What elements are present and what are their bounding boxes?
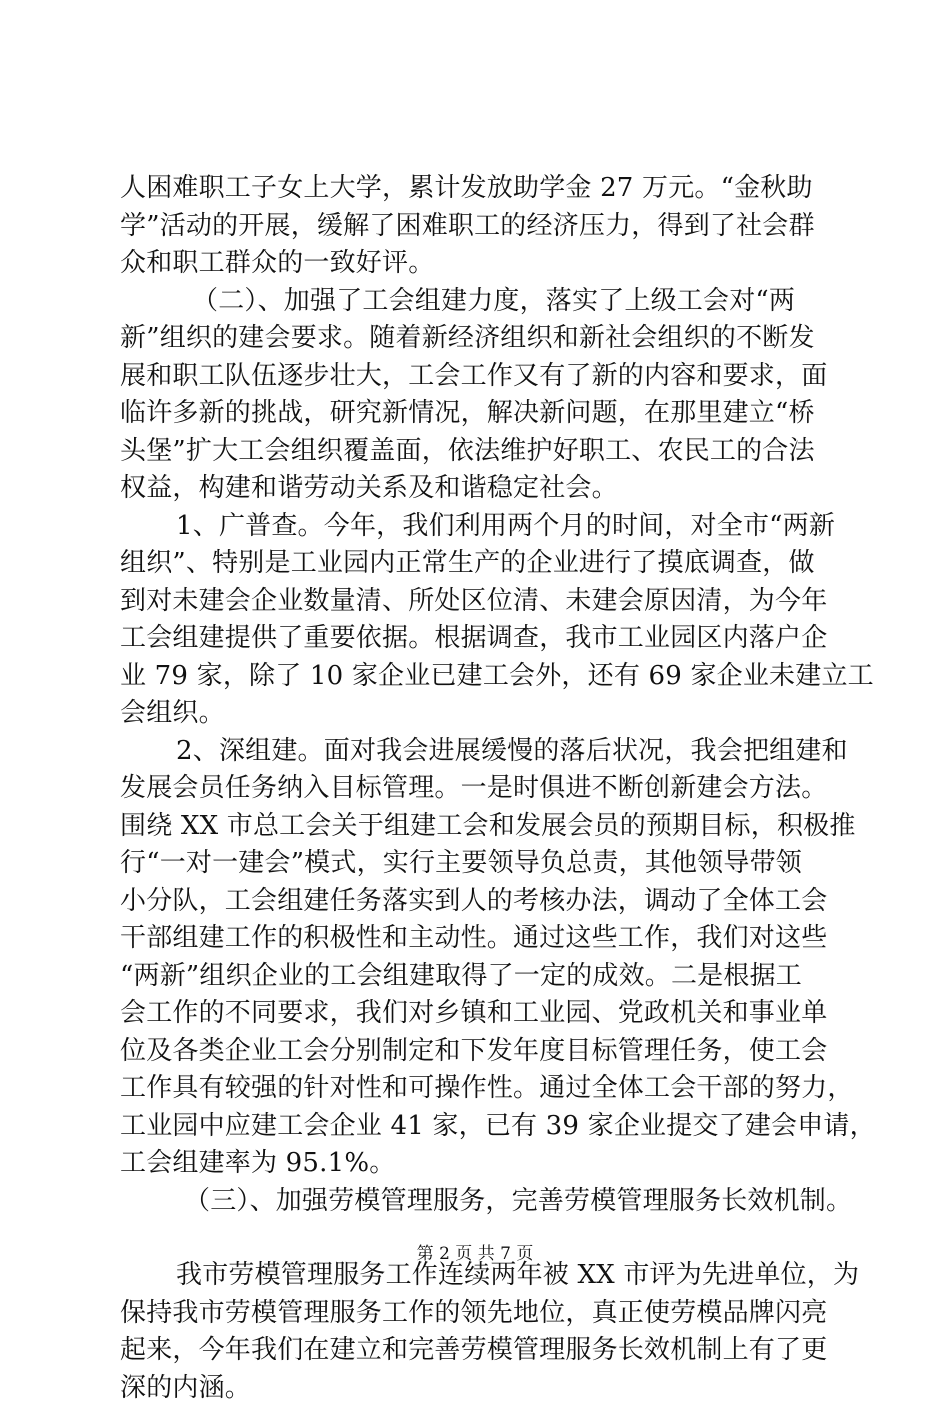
text-line: 深的内涵。 xyxy=(120,1370,840,1407)
text-line: 小分队，工会组建任务落实到人的考核办法，调动了全体工会 xyxy=(120,883,840,921)
text-line: “两新”组织企业的工会组建取得了一定的成效。二是根据工 xyxy=(120,958,840,996)
text-line: 起来，今年我们在建立和完善劳模管理服务长效机制上有了更 xyxy=(120,1332,840,1370)
text-line: 会工作的不同要求，我们对乡镇和工业园、党政机关和事业单 xyxy=(120,995,840,1033)
item-heading-1: 1、广普查。今年，我们利用两个月的时间，对全市“两新 xyxy=(120,508,840,546)
text-line: 众和职工群众的一致好评。 xyxy=(120,245,840,283)
page-number: 第 2 页 共 7 页 xyxy=(417,1244,534,1264)
section-heading-3: （三）、加强劳模管理服务，完善劳模管理服务长效机制。 xyxy=(120,1183,840,1221)
text-line: 发展会员任务纳入目标管理。一是时俱进不断创新建会方法。 xyxy=(120,770,840,808)
text-line: 保持我市劳模管理服务工作的领先地位，真正使劳模品牌闪亮 xyxy=(120,1295,840,1333)
text-line: 头堡”扩大工会组织覆盖面，依法维护好职工、农民工的合法 xyxy=(120,433,840,471)
section-heading-2: （二）、加强了工会组建力度，落实了上级工会对“两 xyxy=(120,283,840,321)
text-line: 权益，构建和谐劳动关系及和谐稳定社会。 xyxy=(120,470,840,508)
text-line: 到对未建会企业数量清、所处区位清、未建会原因清，为今年 xyxy=(120,583,840,621)
item-heading-2: 2、深组建。面对我会进展缓慢的落后状况，我会把组建和 xyxy=(120,733,840,771)
document-body xyxy=(120,170,840,1407)
text-line: 工作具有较强的针对性和可操作性。通过全体工会干部的努力， xyxy=(120,1070,840,1108)
text-line: 学”活动的开展，缓解了困难职工的经济压力，得到了社会群 xyxy=(120,208,840,246)
text-line: 位及各类企业工会分别制定和下发年度目标管理任务，使工会 xyxy=(120,1033,840,1071)
text-line: 工会组建提供了重要依据。根据调查，我市工业园区内落户企 xyxy=(120,620,840,658)
text-line: 临许多新的挑战，研究新情况，解决新问题，在那里建立“桥 xyxy=(120,395,840,433)
text-line: 干部组建工作的积极性和主动性。通过这些工作，我们对这些 xyxy=(120,920,840,958)
text-line: 新”组织的建会要求。随着新经济组织和新社会组织的不断发 xyxy=(120,320,840,358)
text-line: 工业园中应建工会企业 41 家，已有 39 家企业提交了建会申请， xyxy=(120,1108,840,1146)
text-line: 围绕 XX 市总工会关于组建工会和发展会员的预期目标，积极推 xyxy=(120,808,840,846)
text-line: 人困难职工子女上大学，累计发放助学金 27 万元。“金秋助 xyxy=(120,170,840,208)
text-line: 工会组建率为 95.1%。 xyxy=(120,1145,840,1183)
text-line: 业 79 家，除了 10 家企业已建工会外，还有 69 家企业未建立工 xyxy=(120,658,840,696)
text-line: 我市劳模管理服务工作连续两年被 XX 市评为先进单位，为 xyxy=(120,1257,840,1295)
text-line: 展和职工队伍逐步壮大，工会工作又有了新的内容和要求，面 xyxy=(120,358,840,396)
text-line: 行“一对一建会”模式，实行主要领导负总责，其他领导带领 xyxy=(120,845,840,883)
page-footer xyxy=(0,1242,950,1266)
text-line: 组织”、特别是工业园内正常生产的企业进行了摸底调查，做 xyxy=(120,545,840,583)
text-line: 会组织。 xyxy=(120,695,840,733)
